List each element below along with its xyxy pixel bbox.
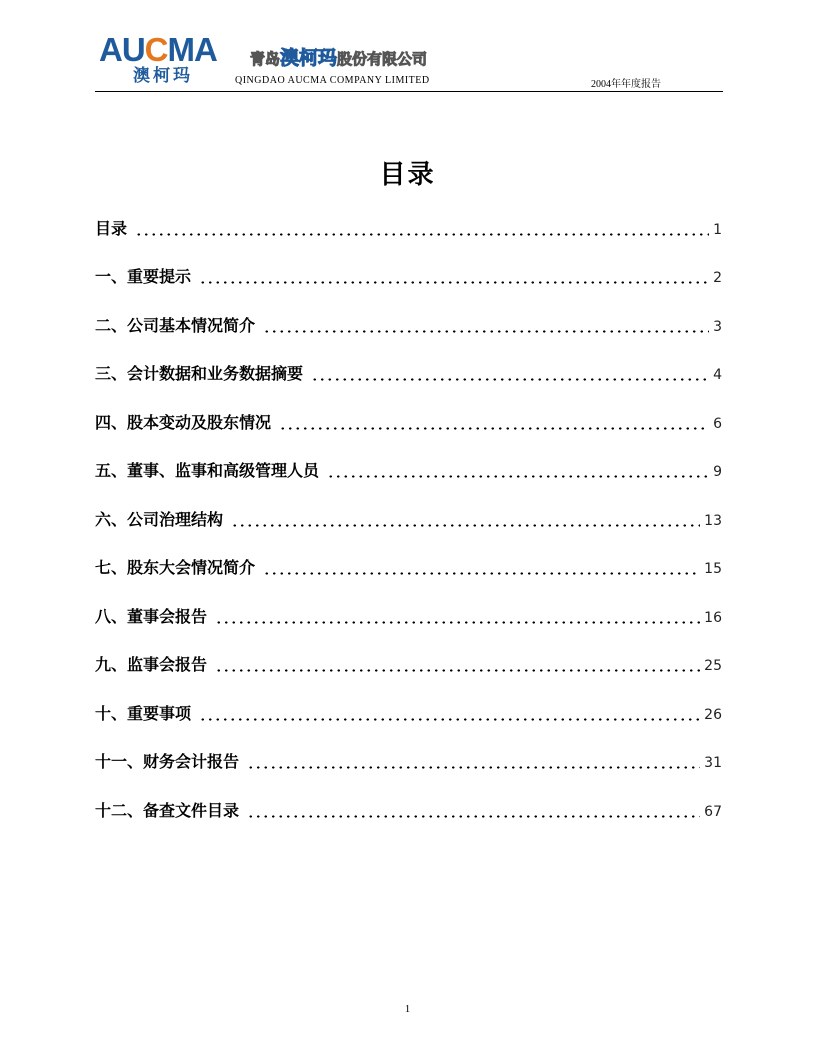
toc-entry[interactable] <box>95 406 722 455</box>
toc-entry-page-number: 16 <box>704 609 722 626</box>
table-of-contents <box>95 212 722 843</box>
toc-entry-title: 二、公司基本情况简介 <box>95 315 256 335</box>
toc-entry-title: 一、重要提示 <box>95 267 192 286</box>
toc-entry-page-number: 2 <box>713 270 722 286</box>
toc-entry[interactable] <box>95 794 722 843</box>
toc-entry-page-number: 3 <box>713 318 722 335</box>
toc-dot-leader <box>215 621 700 624</box>
toc-entry[interactable] <box>95 600 722 649</box>
toc-entry-title: 三、会计数据和业务数据摘要 <box>95 364 304 383</box>
toc-dot-leader <box>135 233 709 236</box>
toc-dot-leader <box>215 669 700 672</box>
toc-dot-leader <box>247 815 700 818</box>
toc-entry-page-number: 4 <box>713 367 722 383</box>
company-brand-name: 澳柯玛 <box>280 47 338 69</box>
toc-entry-page-number: 26 <box>704 706 722 723</box>
toc-entry-page-number: 31 <box>704 755 722 771</box>
toc-entry[interactable] <box>95 212 722 261</box>
page-number: 1 <box>404 1003 411 1015</box>
logo-wordmark: AUCMA <box>99 31 217 68</box>
toc-dot-leader <box>247 766 700 769</box>
toc-dot-leader <box>327 475 709 478</box>
logo-chinese-name: 澳柯玛 <box>133 66 193 86</box>
toc-entry[interactable] <box>95 746 722 795</box>
toc-entry[interactable] <box>95 309 722 358</box>
toc-entry-title: 七、股东大会情况简介 <box>95 558 256 577</box>
toc-entry-page-number: 1 <box>713 221 722 238</box>
toc-entry-title: 十二、备查文件目录 <box>95 800 240 820</box>
toc-entry-title: 十一、财务会计报告 <box>95 752 240 771</box>
page-header <box>95 28 723 92</box>
toc-dot-leader <box>263 572 700 575</box>
toc-dot-leader <box>199 718 700 721</box>
toc-entry[interactable] <box>95 503 722 552</box>
page-title: 目录 <box>379 160 436 191</box>
toc-entry[interactable] <box>95 649 722 698</box>
toc-entry-title: 八、董事会报告 <box>95 606 208 626</box>
toc-entry-page-number: 9 <box>713 464 722 480</box>
aucma-logo <box>99 32 229 90</box>
toc-entry[interactable] <box>95 697 722 746</box>
toc-entry[interactable] <box>95 358 722 407</box>
toc-entry[interactable] <box>95 261 722 310</box>
toc-dot-leader <box>231 524 700 527</box>
toc-entry[interactable] <box>95 455 722 504</box>
toc-dot-leader <box>199 281 709 284</box>
toc-dot-leader <box>311 378 709 381</box>
toc-entry-page-number: 13 <box>704 512 722 529</box>
toc-entry[interactable] <box>95 552 722 601</box>
toc-entry-title: 六、公司治理结构 <box>95 509 224 529</box>
toc-entry-page-number: 6 <box>713 415 722 432</box>
toc-entry-title: 九、监事会报告 <box>95 655 208 674</box>
report-label: 2004年年度报告 <box>591 79 661 90</box>
toc-entry-page-number: 15 <box>704 561 722 577</box>
toc-entry-title: 五、董事、监事和高级管理人员 <box>95 461 320 480</box>
toc-entry-title: 十、重要事项 <box>95 703 192 723</box>
company-name-chinese: 青岛澳柯玛股份有限公司 <box>250 47 428 69</box>
toc-entry-page-number: 67 <box>704 803 722 820</box>
toc-entry-title: 四、股本变动及股东情况 <box>95 412 272 432</box>
toc-dot-leader <box>263 330 709 333</box>
company-name-english: QINGDAO AUCMA COMPANY LIMITED <box>235 75 430 86</box>
logo-c-mark: C <box>144 31 168 68</box>
toc-dot-leader <box>279 427 709 430</box>
toc-entry-page-number: 25 <box>704 658 722 674</box>
toc-entry-title: 目录 <box>95 218 128 238</box>
